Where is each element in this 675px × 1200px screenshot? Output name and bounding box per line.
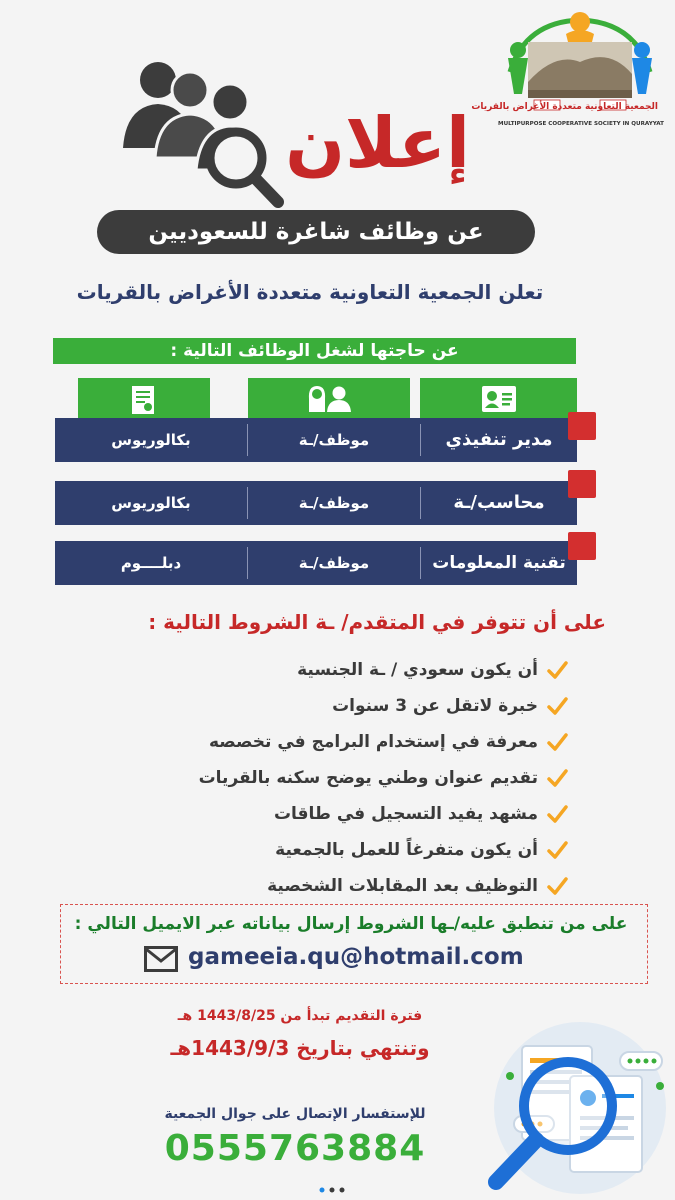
- application-start-date: فترة التقديم تبدأ من 1443/8/25 هـ: [177, 1008, 423, 1024]
- check-icon: [546, 767, 568, 789]
- logo-name-en: MULTIPURPOSE COOPERATIVE SOCIETY IN QURAYYAT: [498, 121, 664, 127]
- check-icon: [546, 695, 568, 717]
- check-icon: [546, 659, 568, 681]
- pagination-dots: [314, 1186, 354, 1194]
- condition-item: [130, 652, 568, 688]
- job-gender: موظف/ـة: [298, 431, 370, 449]
- conditions-title: على أن تتوفر في المتقدم/ ـة الشروط التالية :: [148, 610, 606, 634]
- association-logo: [471, 12, 664, 162]
- condition-item: [130, 868, 568, 904]
- row-marker: [568, 532, 596, 560]
- email-address-link[interactable]: gameeia.qu@hotmail.com: [188, 944, 524, 970]
- check-icon: [546, 839, 568, 861]
- job-gender: موظف/ـة: [298, 494, 370, 512]
- email-instructions: على من تنطبق عليه/ـها الشروط إرسال بياناته عبر الايميل التالي :: [74, 914, 628, 934]
- male-female-icon: [301, 385, 357, 413]
- check-icon: [546, 875, 568, 897]
- certificate-icon: [131, 385, 157, 415]
- conditions-list: [130, 652, 568, 904]
- announcement-text: تعلن الجمعية التعاونية متعددة الأغراض بالقريات: [76, 280, 544, 304]
- column-header-qualification: [78, 378, 210, 420]
- check-icon: [546, 731, 568, 753]
- condition-item: [130, 832, 568, 868]
- row-marker: [568, 470, 596, 498]
- condition-item: [130, 760, 568, 796]
- inquiry-text: للإستفسار الإتصال على جوال الجمعية: [164, 1106, 426, 1122]
- job-row: [55, 541, 577, 585]
- job-search-people-icon: [118, 58, 288, 218]
- job-qualification: دبلــــوم: [120, 554, 182, 572]
- resume-search-illustration: [470, 1016, 675, 1200]
- jobs-heading-bar: عن حاجتها لشغل الوظائف التالية :: [53, 338, 576, 364]
- condition-item: [130, 688, 568, 724]
- condition-text: معرفة في إستخدام البرامج في تخصصه: [208, 732, 538, 752]
- condition-text: خبرة لاتقل عن 3 سنوات: [332, 696, 538, 716]
- column-header-title: [420, 378, 577, 420]
- condition-text: تقديم عنوان وطني يوضح سكنه بالقريات: [198, 768, 538, 788]
- job-gender: موظف/ـة: [298, 554, 370, 572]
- job-qualification: بكالوريوس: [111, 494, 191, 512]
- job-title: مدير تنفيذي: [445, 429, 553, 450]
- job-row: [55, 481, 577, 525]
- condition-text: مشهد يفيد التسجيل في طاقات: [273, 804, 538, 824]
- job-title: تقنية المعلومات: [432, 553, 566, 573]
- subtitle-banner: عن وظائف شاغرة للسعوديين: [97, 210, 535, 254]
- row-marker: [568, 412, 596, 440]
- headline: إعلان: [285, 102, 470, 184]
- job-row: [55, 418, 577, 462]
- condition-text: أن يكون متفرغاً للعمل بالجمعية: [275, 840, 538, 860]
- application-end-date: وتنتهي بتاريخ 1443/9/3هـ: [170, 1036, 430, 1060]
- condition-text: أن يكون سعودي / ـة الجنسية: [297, 660, 538, 680]
- phone-number[interactable]: 0555763884: [164, 1128, 426, 1169]
- condition-item: [130, 796, 568, 832]
- check-icon: [546, 803, 568, 825]
- job-qualification: بكالوريوس: [111, 431, 191, 449]
- logo-name-ar: الجمعية التعاونية متعددة الأغراض بالقريات: [471, 102, 658, 112]
- id-card-icon: [481, 385, 517, 413]
- job-title: محاسب/ـة: [453, 492, 545, 513]
- condition-item: [130, 724, 568, 760]
- condition-text: التوظيف بعد المقابلات الشخصية: [267, 876, 538, 896]
- column-header-gender: [248, 378, 410, 420]
- envelope-icon: [144, 946, 178, 972]
